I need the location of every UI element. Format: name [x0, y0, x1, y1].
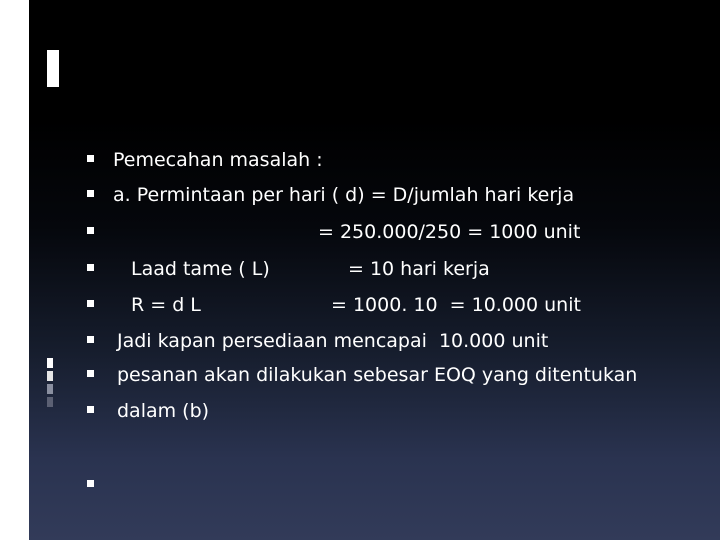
square-bullet-icon [87, 190, 94, 197]
slide-line-heading: Pemecahan masalah : [113, 149, 323, 171]
slide-line-reorder-label: R = d L [131, 294, 201, 316]
slide-line-reference: dalam (b) [117, 400, 210, 422]
square-bullet-icon [87, 155, 94, 162]
slide-line-order: pesanan akan dilakukan sebesar EOQ yang ditentukan [117, 364, 638, 386]
decorative-square [47, 358, 53, 368]
slide-line-permintaan: a. Permintaan per hari ( d) = D/jumlah hari kerja [113, 184, 575, 206]
square-bullet-icon [87, 370, 94, 377]
decorative-bar [47, 50, 59, 87]
square-bullet-icon [87, 300, 94, 307]
left-white-bar [0, 0, 29, 540]
slide-line-calculation: = 250.000/250 = 1000 unit [318, 221, 581, 243]
square-bullet-icon [87, 264, 94, 271]
slide-line-conclusion: Jadi kapan persediaan mencapai 10.000 unit [117, 330, 549, 352]
slide-line-lead-time-label: Laad tame ( L) [131, 258, 270, 280]
square-bullet-icon [87, 336, 94, 343]
decorative-square [47, 371, 53, 381]
slide-line-reorder-value: = 1000. 10 = 10.000 unit [331, 294, 581, 316]
square-bullet-icon [87, 406, 94, 413]
square-bullet-icon [87, 480, 94, 487]
square-bullet-icon [87, 227, 94, 234]
slide-line-lead-time-value: = 10 hari kerja [348, 258, 490, 280]
decorative-square [47, 384, 53, 394]
decorative-square [47, 397, 53, 407]
